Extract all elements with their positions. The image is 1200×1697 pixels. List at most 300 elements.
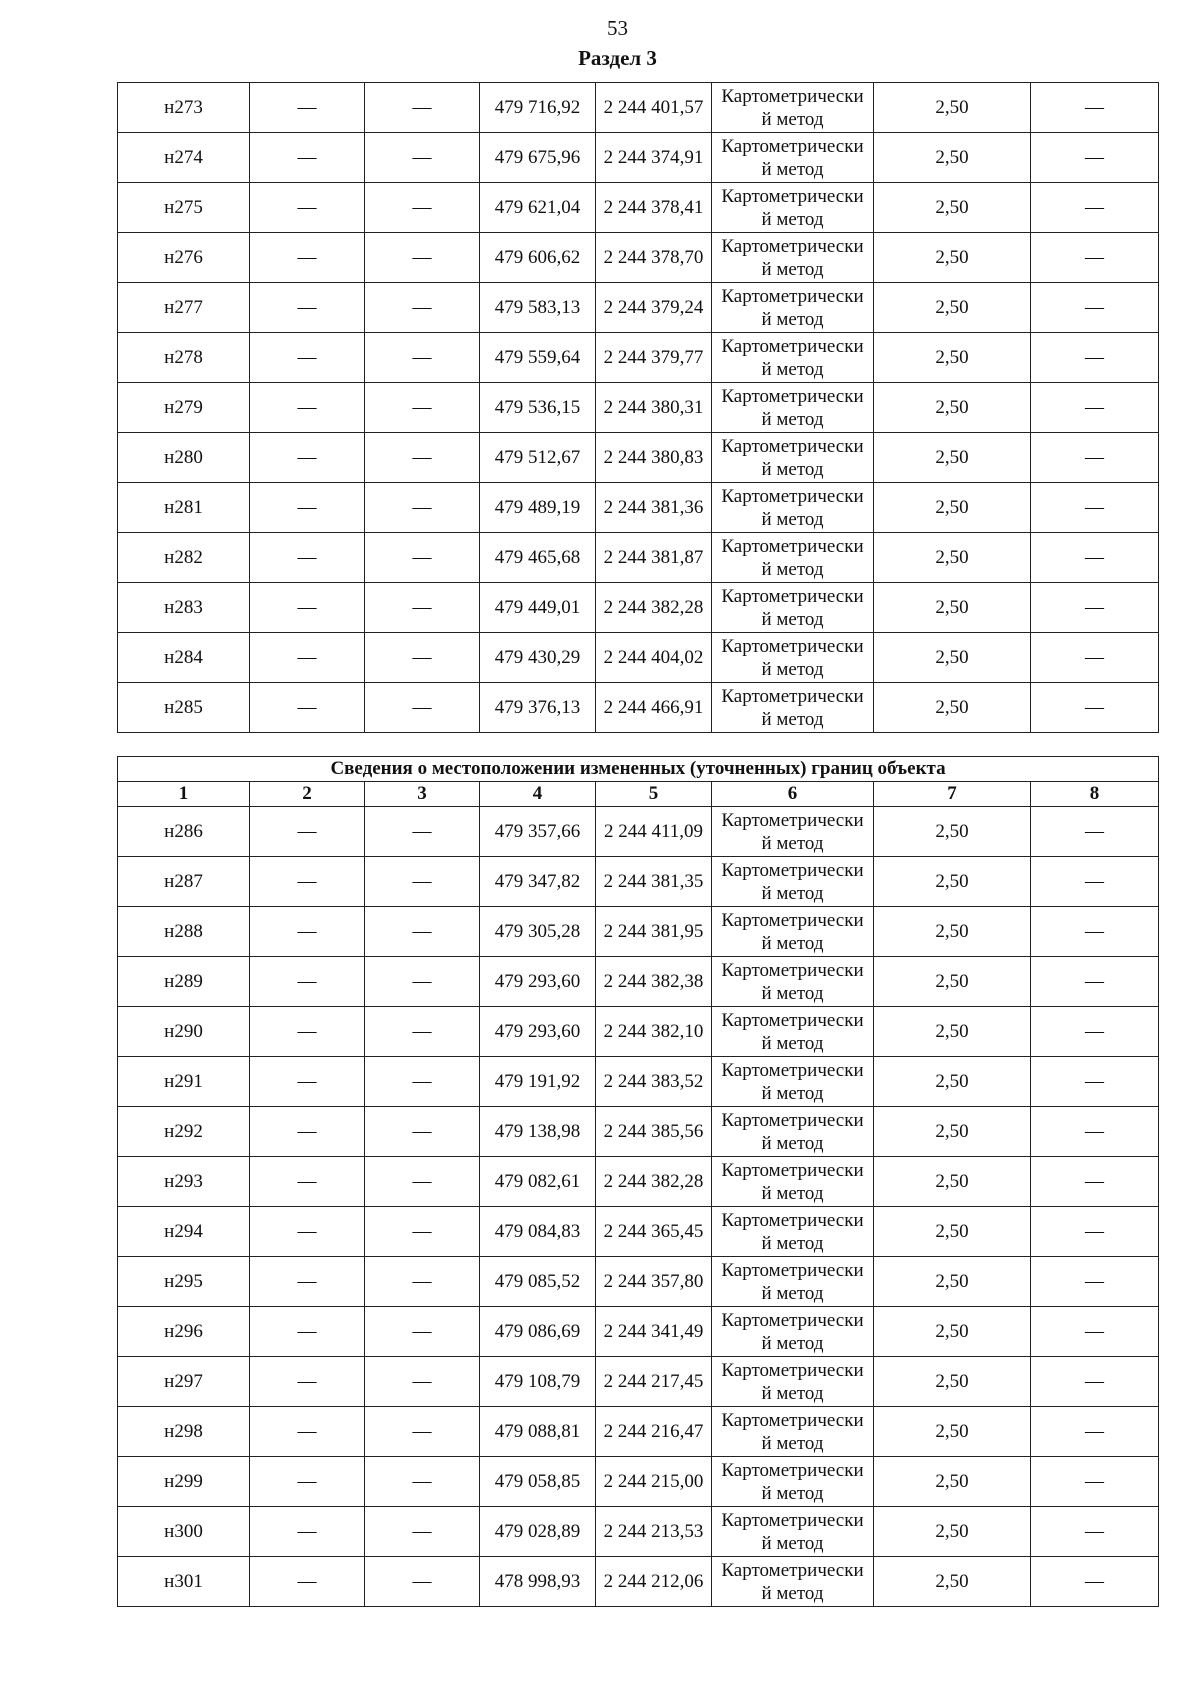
method-label-line: Картометрически	[721, 585, 864, 607]
method-cell	[712, 1257, 874, 1307]
method-cell	[712, 1307, 874, 1357]
method-label-line: Картометрически	[721, 859, 864, 881]
section-title: Раздел 3	[578, 46, 657, 70]
old-y-dash: —	[365, 83, 480, 133]
point-number: н290	[118, 1007, 250, 1057]
method-cell	[712, 1557, 874, 1607]
coordinate-y: 2 244 381,87	[596, 533, 712, 583]
column-number: 6	[712, 782, 874, 807]
table-row	[118, 1407, 1159, 1457]
point-number: н285	[118, 683, 250, 733]
coordinate-x: 479 512,67	[480, 433, 596, 483]
accuracy-value: 2,50	[874, 333, 1031, 383]
coordinate-x: 479 058,85	[480, 1457, 596, 1507]
method-label-line: Картометрически	[721, 335, 864, 357]
coordinate-y: 2 244 378,41	[596, 183, 712, 233]
table-row	[118, 483, 1159, 533]
description-dash: —	[1031, 1557, 1159, 1607]
method-label-line: Картометрически	[721, 909, 864, 931]
coordinate-y: 2 244 385,56	[596, 1107, 712, 1157]
old-x-dash: —	[250, 1357, 365, 1407]
table-row	[118, 633, 1159, 683]
accuracy-value: 2,50	[874, 1507, 1031, 1557]
method-cell	[712, 1507, 874, 1557]
accuracy-value: 2,50	[874, 1257, 1031, 1307]
coordinate-x: 479 621,04	[480, 183, 596, 233]
method-label-line: й метод	[761, 458, 824, 480]
table-row	[118, 1007, 1159, 1057]
method-label-line: Картометрически	[721, 1009, 864, 1031]
method-cell	[712, 1457, 874, 1507]
column-number-row	[118, 782, 1159, 807]
old-x-dash: —	[250, 1157, 365, 1207]
description-dash: —	[1031, 857, 1159, 907]
method-cell	[712, 283, 874, 333]
table-row	[118, 583, 1159, 633]
coordinate-y: 2 244 357,80	[596, 1257, 712, 1307]
point-number: н273	[118, 83, 250, 133]
table-row	[118, 683, 1159, 733]
accuracy-value: 2,50	[874, 583, 1031, 633]
coordinate-x: 479 084,83	[480, 1207, 596, 1257]
coordinate-x: 479 028,89	[480, 1507, 596, 1557]
method-cell	[712, 333, 874, 383]
old-x-dash: —	[250, 133, 365, 183]
table-row	[118, 1357, 1159, 1407]
old-y-dash: —	[365, 1157, 480, 1207]
point-number: н282	[118, 533, 250, 583]
point-number: н278	[118, 333, 250, 383]
old-y-dash: —	[365, 1207, 480, 1257]
old-x-dash: —	[250, 1307, 365, 1357]
description-dash: —	[1031, 683, 1159, 733]
description-dash: —	[1031, 1357, 1159, 1407]
description-dash: —	[1031, 633, 1159, 683]
old-x-dash: —	[250, 533, 365, 583]
old-x-dash: —	[250, 1557, 365, 1607]
old-x-dash: —	[250, 1457, 365, 1507]
method-label-line: й метод	[761, 658, 824, 680]
point-number: н275	[118, 183, 250, 233]
coordinate-x: 479 086,69	[480, 1307, 596, 1357]
old-x-dash: —	[250, 283, 365, 333]
accuracy-value: 2,50	[874, 1107, 1031, 1157]
changed-boundaries-table	[117, 756, 1159, 1607]
method-label-line: й метод	[761, 1482, 824, 1504]
method-label-line: й метод	[761, 1332, 824, 1354]
table-row	[118, 183, 1159, 233]
method-label-line: Картометрически	[721, 485, 864, 507]
method-label-line: й метод	[761, 558, 824, 580]
coordinate-x: 479 305,28	[480, 907, 596, 957]
coordinate-y: 2 244 466,91	[596, 683, 712, 733]
method-cell	[712, 633, 874, 683]
old-x-dash: —	[250, 233, 365, 283]
column-number: 7	[874, 782, 1031, 807]
coordinate-x: 479 536,15	[480, 383, 596, 433]
coordinate-y: 2 244 380,31	[596, 383, 712, 433]
method-cell	[712, 683, 874, 733]
description-dash: —	[1031, 383, 1159, 433]
method-label-line: й метод	[761, 358, 824, 380]
method-label-line: Картометрически	[721, 1259, 864, 1281]
method-label-line: Картометрически	[721, 1559, 864, 1581]
point-number: н283	[118, 583, 250, 633]
column-number: 2	[250, 782, 365, 807]
coordinate-y: 2 244 381,35	[596, 857, 712, 907]
coordinate-y: 2 244 380,83	[596, 433, 712, 483]
table-row	[118, 1307, 1159, 1357]
accuracy-value: 2,50	[874, 957, 1031, 1007]
table-row	[118, 1057, 1159, 1107]
method-label-line: Картометрически	[721, 959, 864, 981]
table-row	[118, 1557, 1159, 1607]
method-label-line: й метод	[761, 1082, 824, 1104]
method-cell	[712, 807, 874, 857]
coordinate-x: 479 357,66	[480, 807, 596, 857]
old-x-dash: —	[250, 807, 365, 857]
point-number: н276	[118, 233, 250, 283]
old-y-dash: —	[365, 1107, 480, 1157]
old-x-dash: —	[250, 1407, 365, 1457]
table-row	[118, 83, 1159, 133]
method-label-line: й метод	[761, 208, 824, 230]
coordinate-x: 479 088,81	[480, 1407, 596, 1457]
accuracy-value: 2,50	[874, 83, 1031, 133]
old-y-dash: —	[365, 433, 480, 483]
description-dash: —	[1031, 133, 1159, 183]
point-number: н295	[118, 1257, 250, 1307]
accuracy-value: 2,50	[874, 1457, 1031, 1507]
old-y-dash: —	[365, 383, 480, 433]
old-y-dash: —	[365, 957, 480, 1007]
description-dash: —	[1031, 583, 1159, 633]
old-x-dash: —	[250, 383, 365, 433]
coordinate-y: 2 244 215,00	[596, 1457, 712, 1507]
point-number: н274	[118, 133, 250, 183]
point-number: н284	[118, 633, 250, 683]
description-dash: —	[1031, 183, 1159, 233]
coordinate-x: 479 108,79	[480, 1357, 596, 1407]
description-dash: —	[1031, 533, 1159, 583]
method-label-line: Картометрически	[721, 1309, 864, 1331]
point-number: н294	[118, 1207, 250, 1257]
coordinates-table-continued	[117, 82, 1159, 733]
old-y-dash: —	[365, 1007, 480, 1057]
old-y-dash: —	[365, 1257, 480, 1307]
old-x-dash: —	[250, 583, 365, 633]
method-label-line: Картометрически	[721, 809, 864, 831]
table-caption-row	[118, 757, 1159, 782]
coordinate-x: 479 085,52	[480, 1257, 596, 1307]
point-number: н301	[118, 1557, 250, 1607]
coordinate-y: 2 244 212,06	[596, 1557, 712, 1607]
old-y-dash: —	[365, 1307, 480, 1357]
coordinate-x: 479 465,68	[480, 533, 596, 583]
old-y-dash: —	[365, 907, 480, 957]
point-number: н296	[118, 1307, 250, 1357]
description-dash: —	[1031, 433, 1159, 483]
old-y-dash: —	[365, 633, 480, 683]
point-number: н291	[118, 1057, 250, 1107]
old-y-dash: —	[365, 1457, 480, 1507]
method-label-line: Картометрически	[721, 635, 864, 657]
table-row	[118, 1207, 1159, 1257]
method-cell	[712, 583, 874, 633]
method-label-line: й метод	[761, 1582, 824, 1604]
method-cell	[712, 1057, 874, 1107]
old-x-dash: —	[250, 1207, 365, 1257]
accuracy-value: 2,50	[874, 1157, 1031, 1207]
method-cell	[712, 483, 874, 533]
column-number: 3	[365, 782, 480, 807]
coordinate-x: 479 449,01	[480, 583, 596, 633]
method-label-line: й метод	[761, 108, 824, 130]
old-y-dash: —	[365, 183, 480, 233]
description-dash: —	[1031, 907, 1159, 957]
method-label-line: й метод	[761, 308, 824, 330]
table-row	[118, 533, 1159, 583]
method-label-line: й метод	[761, 1432, 824, 1454]
point-number: н300	[118, 1507, 250, 1557]
method-label-line: й метод	[761, 1032, 824, 1054]
accuracy-value: 2,50	[874, 483, 1031, 533]
table-row	[118, 1107, 1159, 1157]
method-cell	[712, 857, 874, 907]
old-x-dash: —	[250, 907, 365, 957]
accuracy-value: 2,50	[874, 633, 1031, 683]
method-cell	[712, 383, 874, 433]
accuracy-value: 2,50	[874, 1357, 1031, 1407]
point-number: н281	[118, 483, 250, 533]
accuracy-value: 2,50	[874, 1307, 1031, 1357]
method-label-line: й метод	[761, 1182, 824, 1204]
coordinate-y: 2 244 365,45	[596, 1207, 712, 1257]
old-x-dash: —	[250, 333, 365, 383]
description-dash: —	[1031, 83, 1159, 133]
method-label-line: Картометрически	[721, 235, 864, 257]
method-label-line: Картометрически	[721, 185, 864, 207]
table-row	[118, 233, 1159, 283]
old-x-dash: —	[250, 1257, 365, 1307]
point-number: н279	[118, 383, 250, 433]
method-label-line: Картометрически	[721, 435, 864, 457]
point-number: н277	[118, 283, 250, 333]
old-x-dash: —	[250, 1057, 365, 1107]
table-caption: Сведения о местоположении измененных (уточненных) границ объекта	[118, 757, 1159, 782]
description-dash: —	[1031, 233, 1159, 283]
accuracy-value: 2,50	[874, 533, 1031, 583]
point-number: н298	[118, 1407, 250, 1457]
method-cell	[712, 1207, 874, 1257]
description-dash: —	[1031, 333, 1159, 383]
old-x-dash: —	[250, 1107, 365, 1157]
table-row	[118, 1457, 1159, 1507]
point-number: н293	[118, 1157, 250, 1207]
method-cell	[712, 1407, 874, 1457]
point-number: н286	[118, 807, 250, 857]
old-y-dash: —	[365, 233, 480, 283]
method-label-line: й метод	[761, 1532, 824, 1554]
coordinate-y: 2 244 379,24	[596, 283, 712, 333]
table-row	[118, 1157, 1159, 1207]
coordinate-x: 479 347,82	[480, 857, 596, 907]
coordinate-y: 2 244 381,36	[596, 483, 712, 533]
accuracy-value: 2,50	[874, 133, 1031, 183]
old-y-dash: —	[365, 1507, 480, 1557]
point-number: н287	[118, 857, 250, 907]
point-number: н297	[118, 1357, 250, 1407]
method-label-line: й метод	[761, 1132, 824, 1154]
old-x-dash: —	[250, 83, 365, 133]
old-x-dash: —	[250, 433, 365, 483]
column-number: 5	[596, 782, 712, 807]
coordinate-y: 2 244 404,02	[596, 633, 712, 683]
method-label-line: й метод	[761, 408, 824, 430]
old-x-dash: —	[250, 1007, 365, 1057]
method-label-line: Картометрически	[721, 685, 864, 707]
coordinate-x: 479 559,64	[480, 333, 596, 383]
method-cell	[712, 133, 874, 183]
old-x-dash: —	[250, 683, 365, 733]
method-label-line: й метод	[761, 1282, 824, 1304]
old-y-dash: —	[365, 583, 480, 633]
method-label-line: Картометрически	[721, 85, 864, 107]
method-label-line: Картометрически	[721, 1159, 864, 1181]
description-dash: —	[1031, 1307, 1159, 1357]
method-label-line: Картометрически	[721, 1459, 864, 1481]
coordinate-y: 2 244 379,77	[596, 333, 712, 383]
method-cell	[712, 233, 874, 283]
method-cell	[712, 1007, 874, 1057]
method-label-line: й метод	[761, 1382, 824, 1404]
accuracy-value: 2,50	[874, 1207, 1031, 1257]
coordinate-y: 2 244 382,38	[596, 957, 712, 1007]
method-label-line: Картометрически	[721, 285, 864, 307]
coordinate-x: 479 606,62	[480, 233, 596, 283]
description-dash: —	[1031, 1157, 1159, 1207]
table-row	[118, 133, 1159, 183]
description-dash: —	[1031, 283, 1159, 333]
column-number: 8	[1031, 782, 1159, 807]
description-dash: —	[1031, 1457, 1159, 1507]
coordinate-y: 2 244 381,95	[596, 907, 712, 957]
method-label-line: й метод	[761, 708, 824, 730]
accuracy-value: 2,50	[874, 857, 1031, 907]
coordinate-x: 479 716,92	[480, 83, 596, 133]
method-cell	[712, 83, 874, 133]
method-label-line: Картометрически	[721, 135, 864, 157]
description-dash: —	[1031, 483, 1159, 533]
method-cell	[712, 1157, 874, 1207]
old-y-dash: —	[365, 1557, 480, 1607]
table-row	[118, 283, 1159, 333]
description-dash: —	[1031, 1407, 1159, 1457]
method-label-line: Картометрически	[721, 1059, 864, 1081]
coordinate-x: 479 675,96	[480, 133, 596, 183]
accuracy-value: 2,50	[874, 283, 1031, 333]
method-label-line: й метод	[761, 258, 824, 280]
method-cell	[712, 433, 874, 483]
accuracy-value: 2,50	[874, 383, 1031, 433]
coordinate-y: 2 244 374,91	[596, 133, 712, 183]
method-cell	[712, 183, 874, 233]
method-cell	[712, 533, 874, 583]
coordinate-y: 2 244 411,09	[596, 807, 712, 857]
old-x-dash: —	[250, 483, 365, 533]
old-y-dash: —	[365, 857, 480, 907]
table-row	[118, 1257, 1159, 1307]
description-dash: —	[1031, 1007, 1159, 1057]
accuracy-value: 2,50	[874, 1007, 1031, 1057]
point-number: н289	[118, 957, 250, 1007]
accuracy-value: 2,50	[874, 683, 1031, 733]
coordinate-y: 2 244 378,70	[596, 233, 712, 283]
old-y-dash: —	[365, 1357, 480, 1407]
method-label-line: й метод	[761, 832, 824, 854]
old-x-dash: —	[250, 857, 365, 907]
table-row	[118, 433, 1159, 483]
method-label-line: Картометрически	[721, 1359, 864, 1381]
table-row	[118, 1507, 1159, 1557]
old-y-dash: —	[365, 683, 480, 733]
old-x-dash: —	[250, 957, 365, 1007]
old-y-dash: —	[365, 533, 480, 583]
coordinate-x: 479 489,19	[480, 483, 596, 533]
column-number: 1	[118, 782, 250, 807]
old-y-dash: —	[365, 807, 480, 857]
method-label-line: Картометрически	[721, 1109, 864, 1131]
point-number: н280	[118, 433, 250, 483]
method-label-line: Картометрически	[721, 535, 864, 557]
accuracy-value: 2,50	[874, 807, 1031, 857]
method-label-line: Картометрически	[721, 385, 864, 407]
coordinate-y: 2 244 382,28	[596, 1157, 712, 1207]
table-row	[118, 333, 1159, 383]
point-number: н299	[118, 1457, 250, 1507]
method-label-line: Картометрически	[721, 1509, 864, 1531]
coordinate-y: 2 244 213,53	[596, 1507, 712, 1557]
coordinate-x: 479 138,98	[480, 1107, 596, 1157]
old-x-dash: —	[250, 1507, 365, 1557]
description-dash: —	[1031, 1207, 1159, 1257]
coordinate-x: 479 430,29	[480, 633, 596, 683]
table-row	[118, 907, 1159, 957]
method-label-line: й метод	[761, 932, 824, 954]
description-dash: —	[1031, 957, 1159, 1007]
description-dash: —	[1031, 1257, 1159, 1307]
description-dash: —	[1031, 807, 1159, 857]
old-y-dash: —	[365, 283, 480, 333]
accuracy-value: 2,50	[874, 1407, 1031, 1457]
method-label-line: й метод	[761, 508, 824, 530]
description-dash: —	[1031, 1057, 1159, 1107]
method-cell	[712, 1107, 874, 1157]
method-cell	[712, 957, 874, 1007]
coordinate-x: 479 082,61	[480, 1157, 596, 1207]
method-label-line: й метод	[761, 158, 824, 180]
coordinate-y: 2 244 217,45	[596, 1357, 712, 1407]
coordinate-x: 478 998,93	[480, 1557, 596, 1607]
old-y-dash: —	[365, 483, 480, 533]
old-y-dash: —	[365, 133, 480, 183]
coordinate-x: 479 293,60	[480, 1007, 596, 1057]
old-x-dash: —	[250, 633, 365, 683]
coordinate-x: 479 293,60	[480, 957, 596, 1007]
method-label-line: й метод	[761, 982, 824, 1004]
coordinate-x: 479 583,13	[480, 283, 596, 333]
coordinate-y: 2 244 401,57	[596, 83, 712, 133]
